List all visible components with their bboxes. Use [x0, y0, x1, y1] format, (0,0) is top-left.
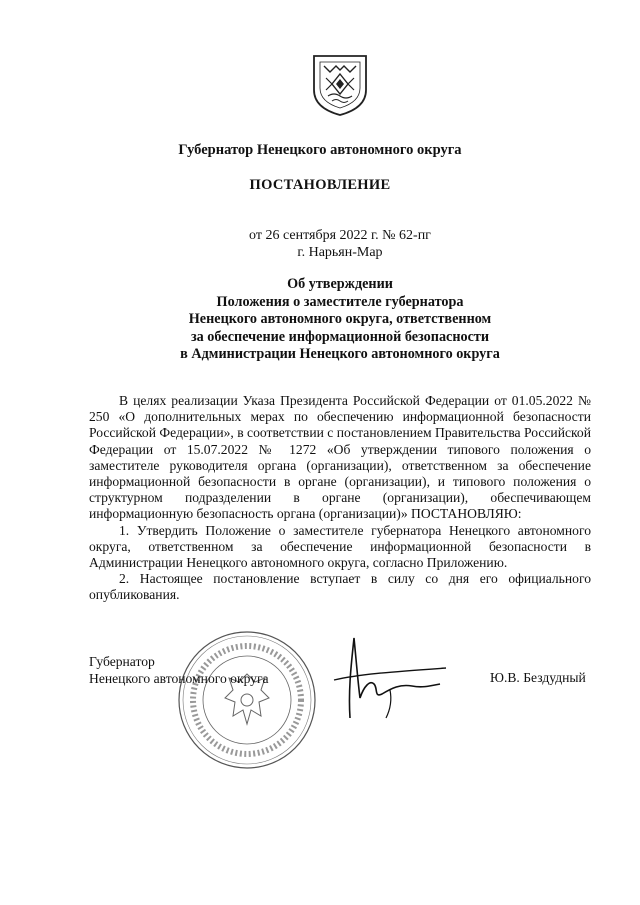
signature-block: [89, 654, 269, 687]
title-line: Положения о заместителе губернатора: [216, 293, 464, 310]
title-line: Ненецкого автономного округа, ответственном: [188, 311, 492, 328]
title-line: за обеспечение информационной безопасности: [190, 328, 490, 345]
document-title: [120, 276, 560, 364]
official-seal-icon: [175, 628, 320, 773]
place: г. Нарьян-Мар: [297, 245, 383, 260]
date-and-place: [190, 227, 490, 261]
document-body: [89, 393, 591, 604]
signer-name: Ю.В. Бездудный: [490, 670, 586, 685]
clause-1: 1. Утвердить Положение о заместителе губернатора Ненецкого автономного округа, ответственном за обеспечение информационной безопасности в Администрации Ненецкого автономного округа, согласно Приложению.: [89, 522, 591, 571]
title-line: Об утверждении: [287, 276, 393, 292]
handwritten-signature-icon: [330, 628, 450, 723]
coat-of-arms-icon: [310, 52, 370, 118]
document-type: ПОСТАНОВЛЕНИЕ: [249, 177, 391, 193]
signer-position-line2: Ненецкого автономного округа: [89, 670, 269, 686]
signer-position-line1: Губернатор: [89, 654, 155, 669]
clause-2: 2. Настоящее постановление вступает в силу со дня его официального опубликования.: [89, 571, 591, 603]
preamble-paragraph: В целях реализации Указа Президента Российской Федерации от 01.05.2022 № 250 «О дополнительных мерах по обеспечению информационной безопасности Российской Федерации», в соответствии с постановлением Правительства Российской Федерации от 15.07.2022 № 1272 «Об утверждении типового положения о заместителе руководителя органа (организации), ответственном за обеспечение информационной безопасности в органе (организации), и типового положения о структурном подразделении в органе (организации), обеспечивающем информационную безопасность органа (организации)» ПОСТАНОВЛЯЮ:: [89, 393, 591, 522]
issuing-authority: Губернатор Ненецкого автономного округа: [178, 142, 462, 158]
title-line: в Администрации Ненецкого автономного округа: [180, 346, 500, 363]
date-number: от 26 сентября 2022 г. № 62-пг: [249, 228, 431, 243]
